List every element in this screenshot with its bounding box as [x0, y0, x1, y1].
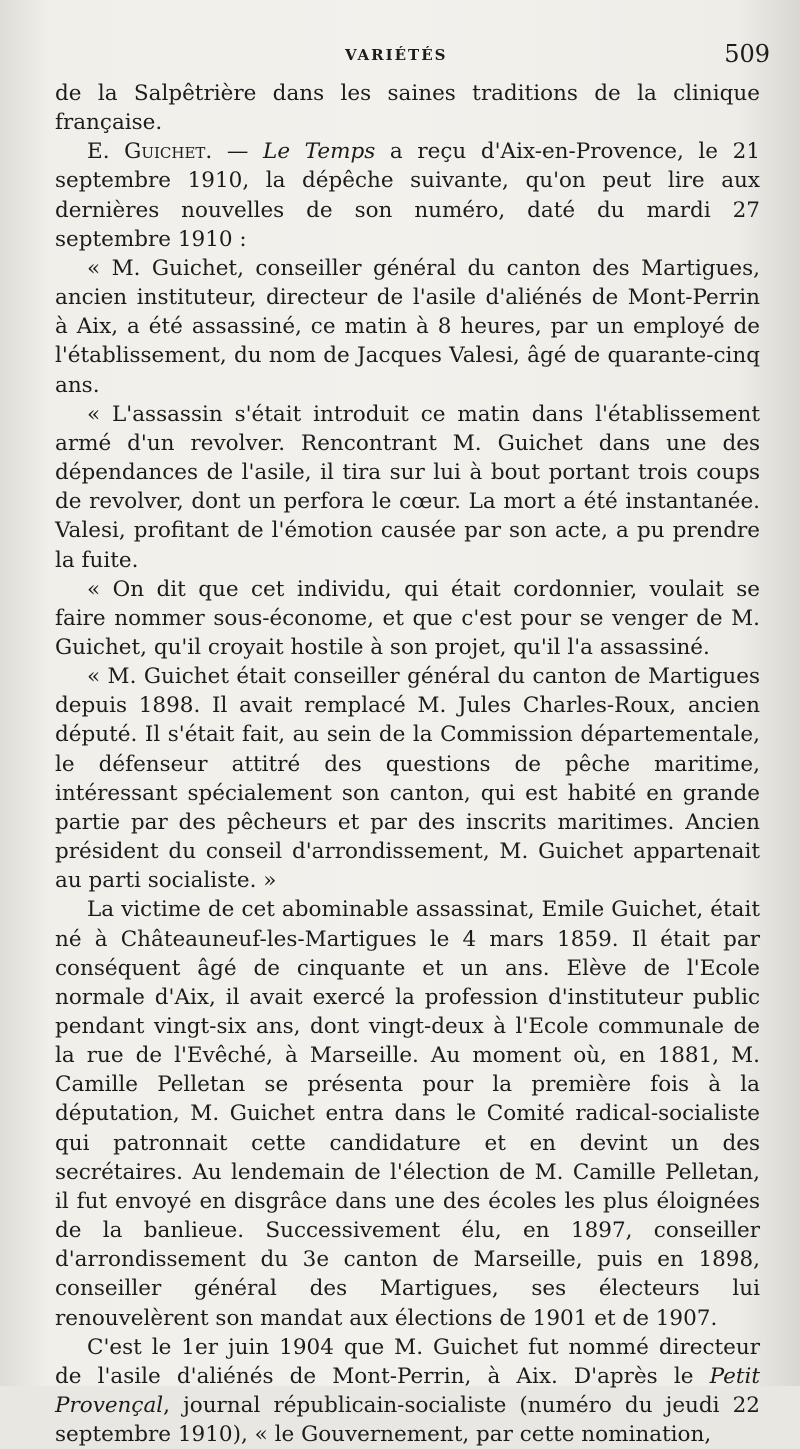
author-name: E. Guichet.: [87, 139, 213, 165]
journal-title: Le Temps: [263, 139, 376, 165]
paragraph-quote-3: « On dit que cet individu, qui était cordonnier, voulait se faire nommer sous-économe, et que c'est pour se venger de M. Guichet, qu'il croyait hostile à son projet, qu'il l'a assassiné.: [55, 576, 760, 660]
running-title: VARIÉTÉS: [345, 46, 448, 64]
paragraph-text: a reçu d'Aix-en-Provence, le 21 septembre 1910, la dépêche suivante, qu'on peut lire aux dernières nouvelles de son numéro, daté du mardi 27 septembre 1910 :: [55, 139, 761, 252]
page-number: 509: [724, 40, 770, 68]
journal-title: Petit Provençal: [55, 1363, 760, 1419]
em-dash: —: [212, 139, 264, 165]
paragraph-continuation: de la Salpêtrière dans les saines traditions de la clinique française.: [55, 81, 760, 136]
paragraph-quote-2: « L'assassin s'était introduit ce matin dans l'établissement armé d'un revolver. Rencontrant M. Guichet dans une des dépendances de l'asile, il tira sur lui à bout portant trois coups de revolver, dont un perfora le cœur. La mort a été instantanée. Valesi, profitant de l'émotion causée par son acte, a pu prendre la fuite.: [55, 401, 760, 573]
body-text: [55, 79, 760, 1449]
paragraph-quote-1: « M. Guichet, conseiller général du canton des Martigues, ancien instituteur, directeur de l'asile d'aliénés de Mont-Perrin à Aix, a été assassiné, ce matin à 8 heures, par un employé de l'établissement, du nom de Jacques Valesi, âgé de quarante-cinq ans.: [55, 255, 760, 398]
paragraph-victim: La victime de cet abominable assassinat, Emile Guichet, était né à Châteauneuf-les-Martigues le 4 mars 1859. Il était par conséquent âgé de cinquante et un ans. Elève de l'Ecole normale d'Aix, il avait exercé la profession d'instituteur public pendant vingt-six ans, dont vingt-deux à l'Ecole communale de la rue de l'Evêché, à Marseille. Au moment où, en 1881, M. Camille Pelletan se présenta pour la première fois à la députation, M. Guichet entra dans le Comité radical-socialiste qui patronnait cette candidature et en devint un des secrétaires. Au lendemain de l'élection de M. Camille Pelletan, il fut envoyé en disgrâce dans une des écoles les plus éloignées de la banlieue. Successivement élu, en 1897, conseiller d'arrondissement du 3e canton de Marseille, puis en 1898, conseiller général des Martigues, ses électeurs lui renouvelèrent son mandat aux élections de 1901 et de 1907.: [55, 897, 760, 1331]
paragraph-appointment: [55, 1333, 760, 1449]
paragraph-text-before: C'est le 1er juin 1904 que M. Guichet fut nommé directeur de l'asile d'aliénés de Mont-Perrin, à Aix. D'après le: [55, 1334, 760, 1389]
paragraph-text-after: , journal républicain-socialiste (numéro du jeudi 22 septembre 1910), « le Gouvernement, par cette nomination,: [55, 1393, 760, 1448]
paragraph-quote-4: « M. Guichet était conseiller général du canton de Martigues depuis 1898. Il avait remplacé M. Jules Charles-Roux, ancien député. Il s'était fait, au sein de la Commission départementale, le défenseur attitré des questions de pêche maritime, intéressant spécialement son canton, qui est habité en grande partie par des pêcheurs et par des inscrits maritimes. Ancien président du conseil d'arrondissement, M. Guichet appartenait au parti socialiste. »: [55, 664, 760, 894]
page-header: [55, 40, 770, 76]
paragraph-guichet-intro: [55, 137, 760, 254]
